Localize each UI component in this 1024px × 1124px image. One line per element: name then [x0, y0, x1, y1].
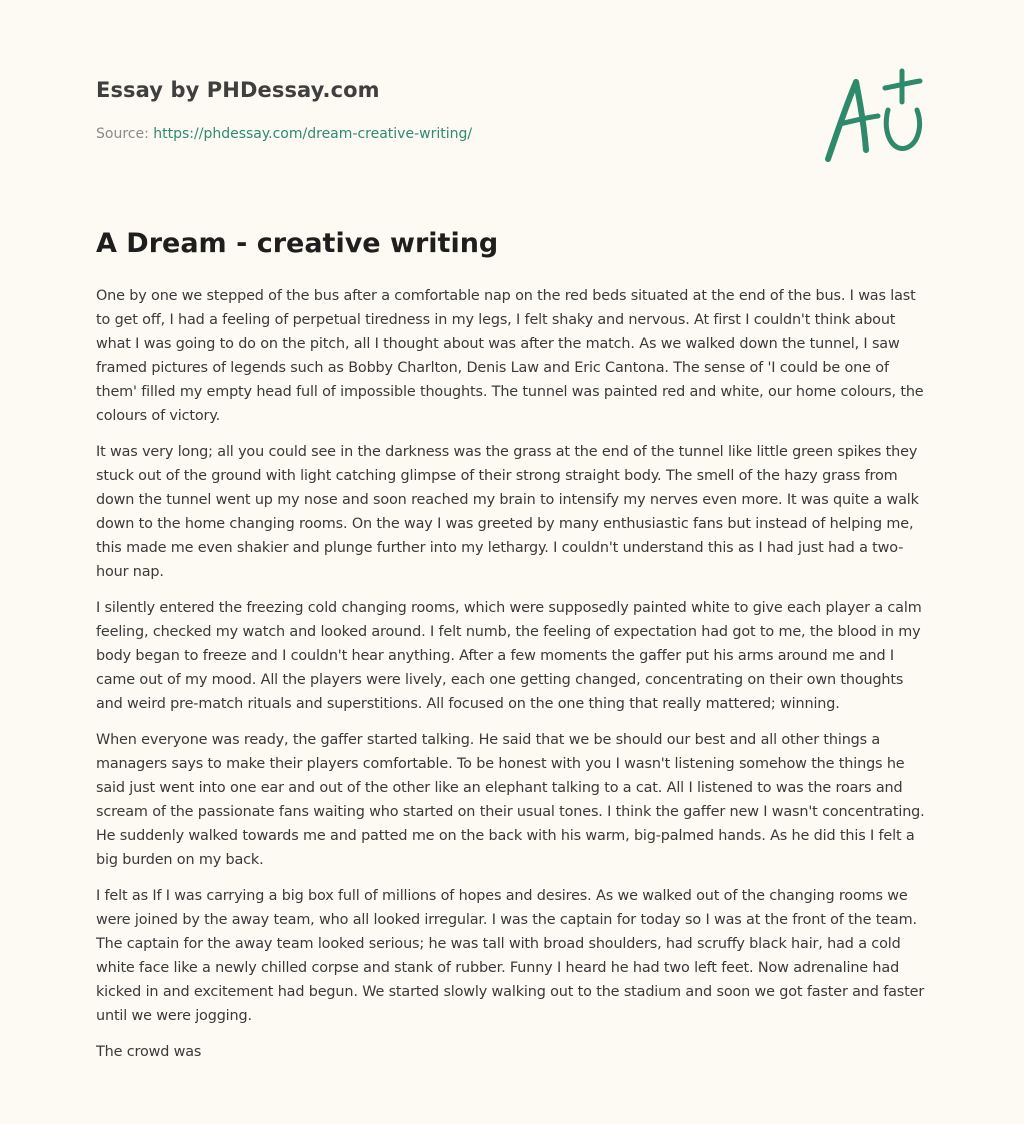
- page-header: [96, 76, 796, 144]
- essay-paragraph: One by one we stepped of the bus after a comfortable nap on the red beds situated at the end of the bus. I was last to get off, I had a feeling of perpetual tiredness in my legs, I felt shaky and nervous. At first I couldn't think about what I was going to do on the pitch, all I thought about was after the match. As we walked down the tunnel, I saw framed pictures of legends such as Bobby Charlton, Denis Law and Eric Cantona. The sense of 'I could be one of them' filled my empty head full of impossible thoughts. The tunnel was painted red and white, our home colours, the colours of victory.: [96, 288, 924, 424]
- essay-paragraph: I silently entered the freezing cold changing rooms, which were supposedly painted white to give each player a calm feeling, checked my watch and looked around. I felt numb, the feeling of expectation had got to me, the blood in my body began to freeze and I couldn't hear anything. After a few moments the gaffer put his arms around me and I came out of my mood. All the players were lively, each one getting changed, concentrating on their own thoughts and weird pre-match rituals and superstitions. All focused on the one thing that really mattered; winning.: [96, 600, 922, 712]
- a-plus-grade-icon: [822, 66, 930, 166]
- site-brand: Essay by PHDessay.com: [96, 78, 380, 102]
- source-line: [96, 124, 796, 144]
- source-label: Source:: [96, 126, 154, 142]
- essay-title: A Dream - creative writing: [96, 228, 499, 259]
- essay-paragraph: I felt as If I was carrying a big box full of millions of hopes and desires. As we walked out of the changing rooms we were joined by the away team, who all looked irregular. I was the captain for today so I was at the front of the team. The captain for the away team looked serious; he was tall with broad shoulders, had scruffy black hair, had a cold white face like a newly chilled corpse and stank of rubber. Funny I heard he had two left feet. Now adrenaline had kicked in and excitement had begun. We started slowly walking out to the stadium and soon we got faster and faster until we were jogging.: [96, 888, 925, 1024]
- source-link[interactable]: https://phdessay.com/dream-creative-writing/: [153, 126, 473, 142]
- essay-paragraph: When everyone was ready, the gaffer started talking. He said that we be should our best and all other things a managers says to make their players comfortable. To be honest with you I wasn't listening somehow the things he said just went into one ear and out of the other like an elephant talking to a cat. All I listened to was the roars and scream of the passionate fans waiting who started on their usual tones. I think the gaffer new I wasn't concentrating. He suddenly walked towards me and patted me on the back with his warm, big-palmed hands. As he did this I felt a big burden on my back.: [96, 732, 925, 868]
- essay-paragraph: The crowd was: [96, 1044, 202, 1060]
- essay-body: [96, 284, 932, 1076]
- essay-paragraph: It was very long; all you could see in the darkness was the grass at the end of the tunnel like little green spikes they stuck out of the ground with light catching glimpse of their strong straight body. The smell of the hazy grass from down the tunnel went up my nose and soon reached my brain to intensify my nerves even more. It was quite a walk down to the home changing rooms. On the way I was greeted by many enthusiastic fans but instead of helping me, this made me even shakier and plunge further into my lethargy. I couldn't understand this as I had just had a two-hour nap.: [96, 444, 919, 580]
